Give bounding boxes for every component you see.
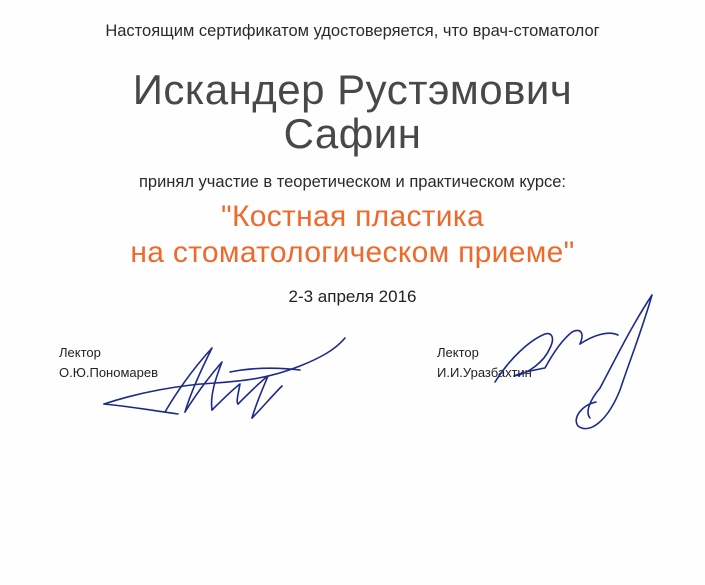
course-dates: 2-3 апреля 2016 (288, 287, 417, 306)
recipient-name-last: Сафин (283, 110, 422, 157)
lecturer-role: Лектор (59, 345, 101, 360)
lecturer-block-left (59, 343, 158, 383)
lecturer-name: И.И.Уразбахтин (437, 365, 532, 380)
lecturer-name: О.Ю.Пономарев (59, 365, 158, 380)
lecturer-role: Лектор (437, 345, 479, 360)
course-title-line2: на стоматологическом приеме" (130, 236, 575, 269)
course-intro: принял участие в теоретическом и практическом курсе: (138, 173, 567, 191)
recipient-name-first: Искандер Рустэмович (132, 66, 573, 113)
lecturer-block-right (437, 343, 532, 383)
course-title-line1: "Костная пластика (221, 200, 484, 233)
certificate-intro: Настоящим сертификатом удостоверяется, что врач-стоматолог (105, 22, 600, 40)
